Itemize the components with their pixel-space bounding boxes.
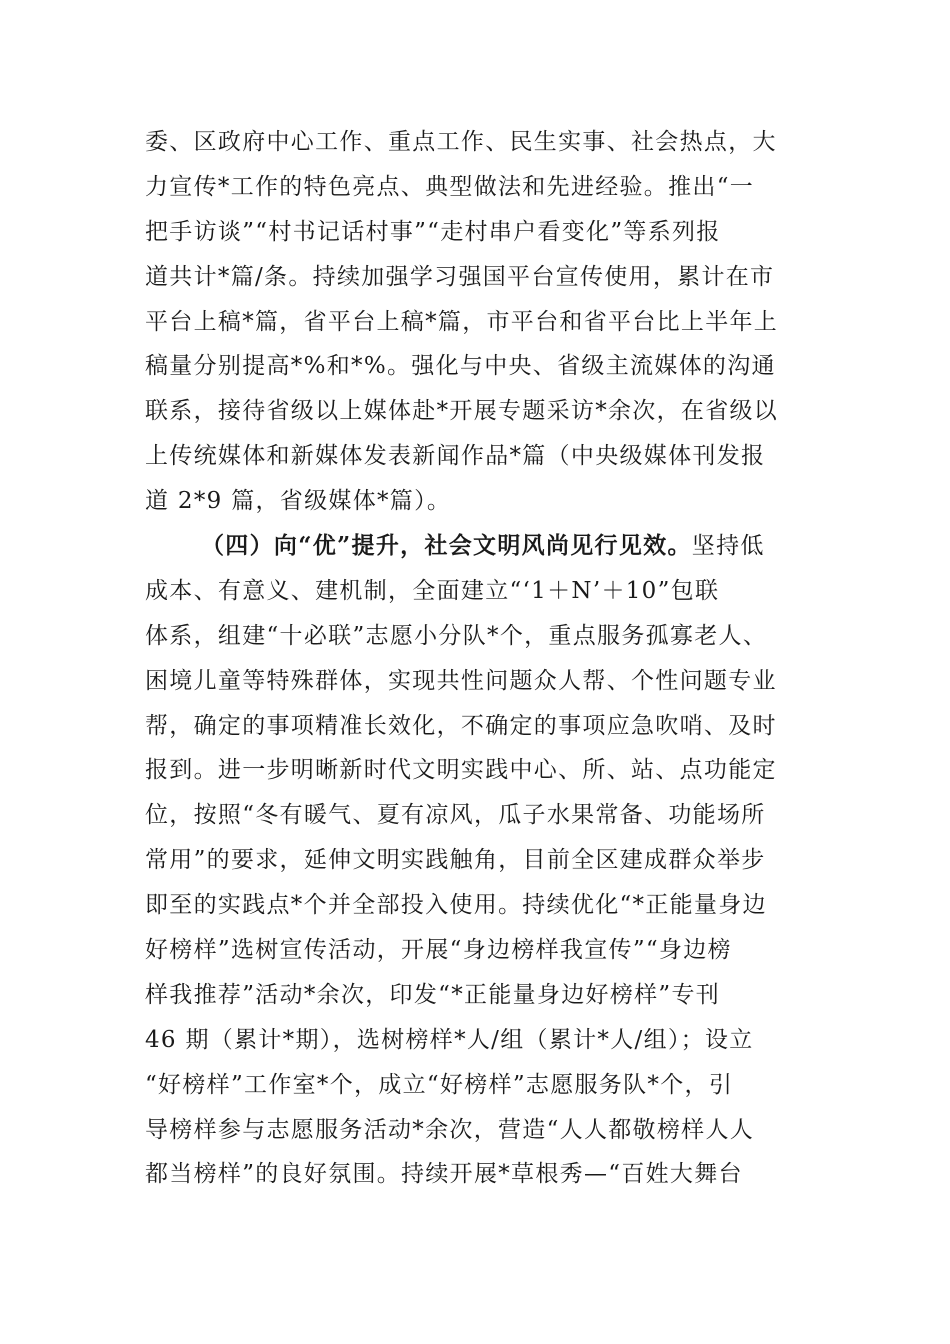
paragraph-media-publicity (145, 120, 809, 524)
text-line: 导榜样参与志愿服务活动*余次，营造“人人都敬榜样人人 (145, 1116, 755, 1143)
text-line: 道共计*篇/条。持续加强学习强国平台宣传使用，累计在市 (145, 263, 775, 290)
text-line: 上传统媒体和新媒体发表新闻作品*篇（中央级媒体刊发报 (145, 443, 766, 470)
text-line: 样我推荐”活动*余次，印发“*正能量身边好榜样”专刊 (145, 981, 721, 1008)
text-line: 体系，组建“十必联”志愿小分队*个，重点服务孤寡老人、 (145, 622, 768, 649)
text-line: 平台上稿*篇，省平台上稿*篇，市平台和省平台比上半年上 (145, 308, 779, 335)
text-line: 委、区政府中心工作、重点工作、民生实事、社会热点，大 (145, 129, 777, 155)
text-line: 位，按照“冬有暖气、夏有凉风，瓜子水果常备、功能场所 (145, 802, 766, 829)
text-run: 坚持低 (691, 533, 765, 559)
text-line: 即至的实践点*个并全部投入使用。持续优化“*正能量身边 (145, 892, 767, 919)
text-line: 困境儿童等特殊群体，实现共性问题众人帮、个性问题专业 (145, 667, 777, 694)
text-line: 报到。进一步明晰新时代文明实践中心、所、站、点功能定 (145, 757, 777, 784)
text-line: 力宣传*工作的特色亮点、典型做法和先进经验。推出“一 (145, 173, 755, 200)
text-line: 联系，接待省级以上媒体赴*开展专题采访*余次，在省级以 (145, 398, 779, 425)
text-line: 道 2*9 篇，省级媒体*篇）。 (145, 488, 452, 515)
section-heading: （四）向“优”提升，社会文明风尚见行见效。 (201, 532, 692, 559)
text-line (145, 524, 809, 569)
text-line: 常用”的要求，延伸文明实践触角，目前全区建成群众举步 (145, 847, 766, 874)
text-line: 都当榜样”的良好氛围。持续开展*草根秀—“百姓大舞台 (145, 1161, 743, 1188)
text-line: 帮，确定的事项精准长效化，不确定的事项应急吹哨、及时 (145, 712, 777, 739)
text-line: 46 期（累计*期），选树榜样*人/组（累计*人/组）；设立 (145, 1026, 754, 1053)
paragraph-civilization (145, 524, 809, 1197)
text-line: “好榜样”工作室*个，成立“好榜样”志愿服务队*个，引 (145, 1071, 734, 1098)
text-line: 成本、有意义、建机制，全面建立“‘1＋N’＋10”包联 (145, 577, 720, 604)
text-line: 把手访谈”“村书记话村事”“走村串户看变化”等系列报 (145, 218, 721, 245)
text-line: 稿量分别提高*%和*%。强化与中央、省级主流媒体的沟通 (145, 353, 776, 380)
text-line: 好榜样”选树宣传活动，开展“身边榜样我宣传”“身边榜 (145, 937, 732, 964)
